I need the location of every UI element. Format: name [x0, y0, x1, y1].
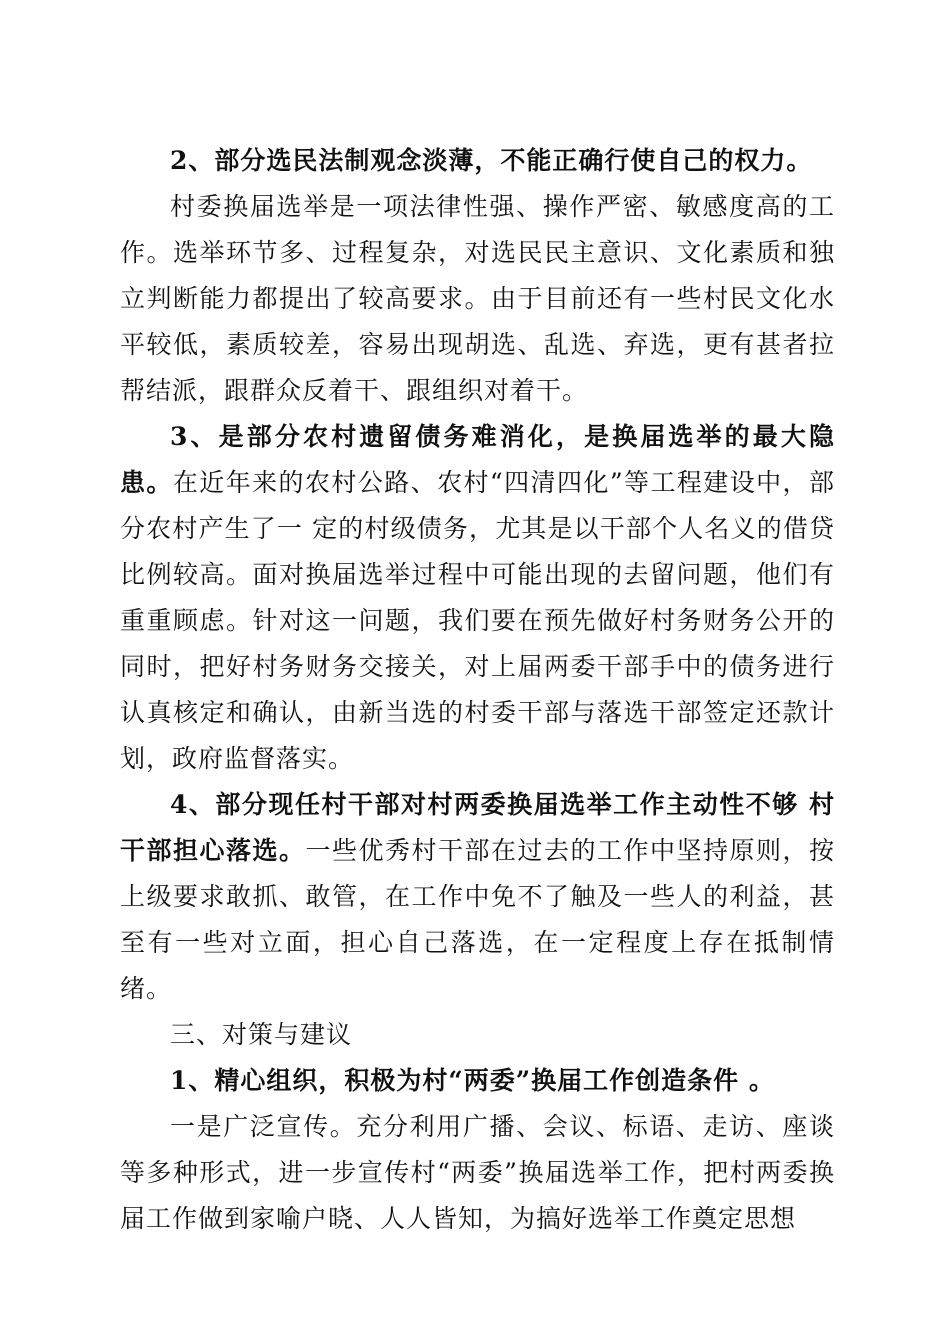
paragraph-heading-2	[120, 138, 835, 184]
paragraph-text: 一是广泛宣传。充分利用广播、会议、标语、走访、座谈等多种形式，进一步宣传村“两委”换届选举工作，把村两委换届工作做到家喻户晓、人人皆知，为搞好选举工作奠定思想	[120, 1112, 835, 1233]
paragraph-heading-3	[120, 414, 835, 782]
section-heading-3	[120, 1012, 835, 1058]
paragraph-heading-4	[120, 782, 835, 1012]
bold-heading: 1、精心组织，积极为村“两委”换届工作创造条件 。	[170, 1066, 775, 1095]
bold-heading: 2、部分选民法制观念淡薄，不能正确行使自己的权力。	[170, 146, 813, 175]
paragraph-heading-1	[120, 1058, 835, 1104]
paragraph-text: 在近年来的农村公路、农村“四清四化”等工程建设中，部分农村产生了一 定的村级债务，尤其是以干部个人名义的借贷比例较高。面对换届选举过程中可能出现的去留问题，他们有重重顾虑。针对这一问题，我们要在预先做好村务财务公开的同时，把好村务财务交接关，对上届两委干部手中的债务进行认真核定和确认，由新当选的村委干部与落选干部签定还款计划，政府监督落实。	[120, 468, 835, 773]
paragraph-text: 三、对策与建议	[170, 1020, 353, 1049]
paragraph-text: 一些优秀村干部在过去的工作中坚持原则，按上级要求敢抓、敢管，在工作中免不了触及一些人的利益，甚至有一些对立面，担心自己落选，在一定程度上存在抵制情绪。	[120, 836, 835, 1003]
bold-heading: 4、部分现任村干部对村两委换届选举工作主动性不够 村干部担心落选。	[120, 790, 835, 865]
paragraph-text: 村委换届选举是一项法律性强、操作严密、敏感度高的工作。选举环节多、过程复杂，对选民民主意识、文化素质和独立判断能力都提出了较高要求。由于目前还有一些村民文化水平较低，素质较差，容易出现胡选、乱选、弃选，更有甚者拉帮结派，跟群众反着干、跟组织对着干。	[120, 192, 835, 405]
paragraph-publicity	[120, 1104, 835, 1242]
document-body	[120, 138, 835, 1242]
paragraph-election-complexity	[120, 184, 835, 414]
bold-heading: 3、是部分农村遗留债务难消化，是换届选举的最大隐患。	[120, 422, 835, 497]
